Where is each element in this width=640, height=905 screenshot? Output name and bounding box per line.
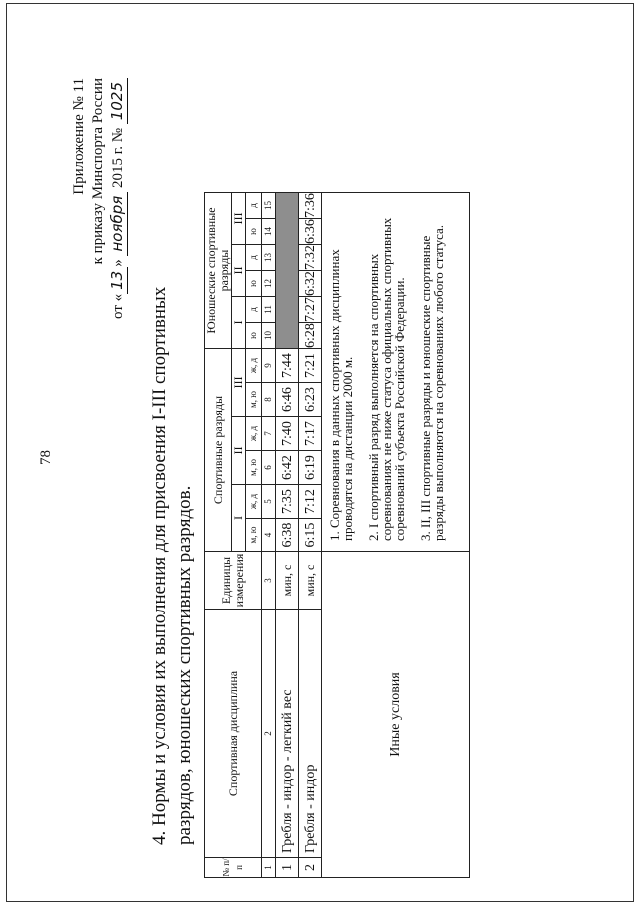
date-mid: »	[110, 259, 126, 267]
norm-cell: 6:15	[299, 519, 322, 552]
date-year: 2015 г. №	[110, 127, 126, 188]
other-conditions-text	[322, 193, 470, 552]
header-youth-ranks: Юношеские спортивные разряды	[205, 193, 232, 349]
norm-cell: 6:28	[299, 323, 322, 349]
header-rank-i: I	[232, 485, 246, 552]
page-number: 78	[38, 450, 54, 465]
norm-cell: 7:40	[276, 417, 299, 451]
column-number: 10	[262, 323, 276, 349]
column-number: 15	[262, 193, 276, 219]
appendix-order-ref: к приказу Минспорта России	[90, 78, 106, 265]
row-units: мин, с	[276, 552, 299, 610]
column-number: 7	[262, 417, 276, 451]
norm-cell: 7:36	[299, 193, 322, 219]
row-number: 1	[276, 858, 299, 878]
header-units: Единицы измерения	[205, 552, 262, 610]
condition-3: 3. II, III спортивные разряды и юношеские спортивные разряды выполняются на соревнованиях любого статуса.	[418, 224, 446, 541]
column-number: 6	[262, 451, 276, 485]
gender-header: д	[246, 193, 262, 219]
norm-cell: 7:12	[299, 485, 322, 519]
section-heading: 4. Нормы и условия их выполнения для присвоения I-III спортивных разрядов, юношеских спортивных разрядов.	[149, 286, 195, 845]
condition-1: 1. Соревнования в данных спортивных дисциплинах проводятся на дистанции 2000 м.	[327, 249, 355, 541]
norm-cell: 6:23	[299, 383, 322, 417]
row-number: 2	[299, 858, 322, 878]
handwritten-order-number: 1025	[108, 78, 128, 124]
other-conditions-row	[322, 193, 470, 878]
gender-header: ж, д	[246, 349, 262, 383]
column-number: 8	[262, 383, 276, 417]
row-discipline: Гребля - индор	[299, 610, 322, 858]
norm-cell: 7:35	[276, 485, 299, 519]
column-number: 11	[262, 297, 276, 323]
norms-table	[204, 192, 470, 878]
norm-cell: 7:44	[276, 349, 299, 383]
table-row	[299, 193, 322, 878]
gender-header: ж, д	[246, 417, 262, 451]
gender-header: ю	[246, 271, 262, 297]
row-units: мин, с	[299, 552, 322, 610]
norm-cell: 6:36	[299, 219, 322, 245]
column-number: 4	[262, 519, 276, 552]
shaded-empty-cell	[276, 193, 299, 349]
header-rank-ii: II	[232, 417, 246, 485]
condition-2: 2. I спортивный разряд выполняется на спортивных соревнованиях не ниже статуса официальных спортивных соревнований субъекта Российской Федерации.	[366, 217, 407, 541]
column-number: 14	[262, 219, 276, 245]
header-discipline: Спортивная дисциплина	[205, 610, 262, 858]
norm-cell: 7:17	[299, 417, 322, 451]
norm-cell: 7:27	[299, 297, 322, 323]
gender-header: д	[246, 245, 262, 271]
handwritten-month: ноября	[108, 192, 128, 256]
norm-cell: 6:42	[276, 451, 299, 485]
gender-header: м, ю	[246, 451, 262, 485]
gender-header: м, ю	[246, 519, 262, 552]
row-discipline: Гребля - индор - легкий вес	[276, 610, 299, 858]
other-conditions-label: Иные условия	[322, 552, 470, 878]
header-sport-ranks: Спортивные разряды	[205, 349, 232, 552]
header-youth-rank-ii: II	[232, 245, 246, 297]
norm-cell: 7:21	[299, 349, 322, 383]
column-number: 3	[262, 552, 276, 610]
gender-header: ю	[246, 323, 262, 349]
table-row	[276, 193, 299, 878]
column-number: 12	[262, 271, 276, 297]
column-number: 1	[262, 858, 276, 878]
header-youth-rank-iii: III	[232, 193, 246, 245]
column-number: 2	[262, 610, 276, 858]
norm-cell: 6:32	[299, 271, 322, 297]
norm-cell: 6:19	[299, 451, 322, 485]
appendix-date-line	[108, 78, 128, 319]
appendix-header	[70, 78, 128, 319]
date-prefix: от «	[110, 293, 126, 319]
norm-cell: 7:32	[299, 245, 322, 271]
gender-header: д	[246, 297, 262, 323]
gender-header: ж, д	[246, 485, 262, 519]
norm-cell: 6:46	[276, 383, 299, 417]
header-no: № п/п	[205, 858, 262, 878]
gender-header: м, ю	[246, 383, 262, 417]
norm-cell: 6:38	[276, 519, 299, 552]
header-youth-rank-i: I	[232, 297, 246, 349]
handwritten-day: 13	[108, 267, 128, 294]
header-rank-iii: III	[232, 349, 246, 417]
column-number: 9	[262, 349, 276, 383]
column-number: 5	[262, 485, 276, 519]
appendix-title: Приложение № 11	[71, 78, 87, 195]
gender-header: ю	[246, 219, 262, 245]
column-number: 13	[262, 245, 276, 271]
